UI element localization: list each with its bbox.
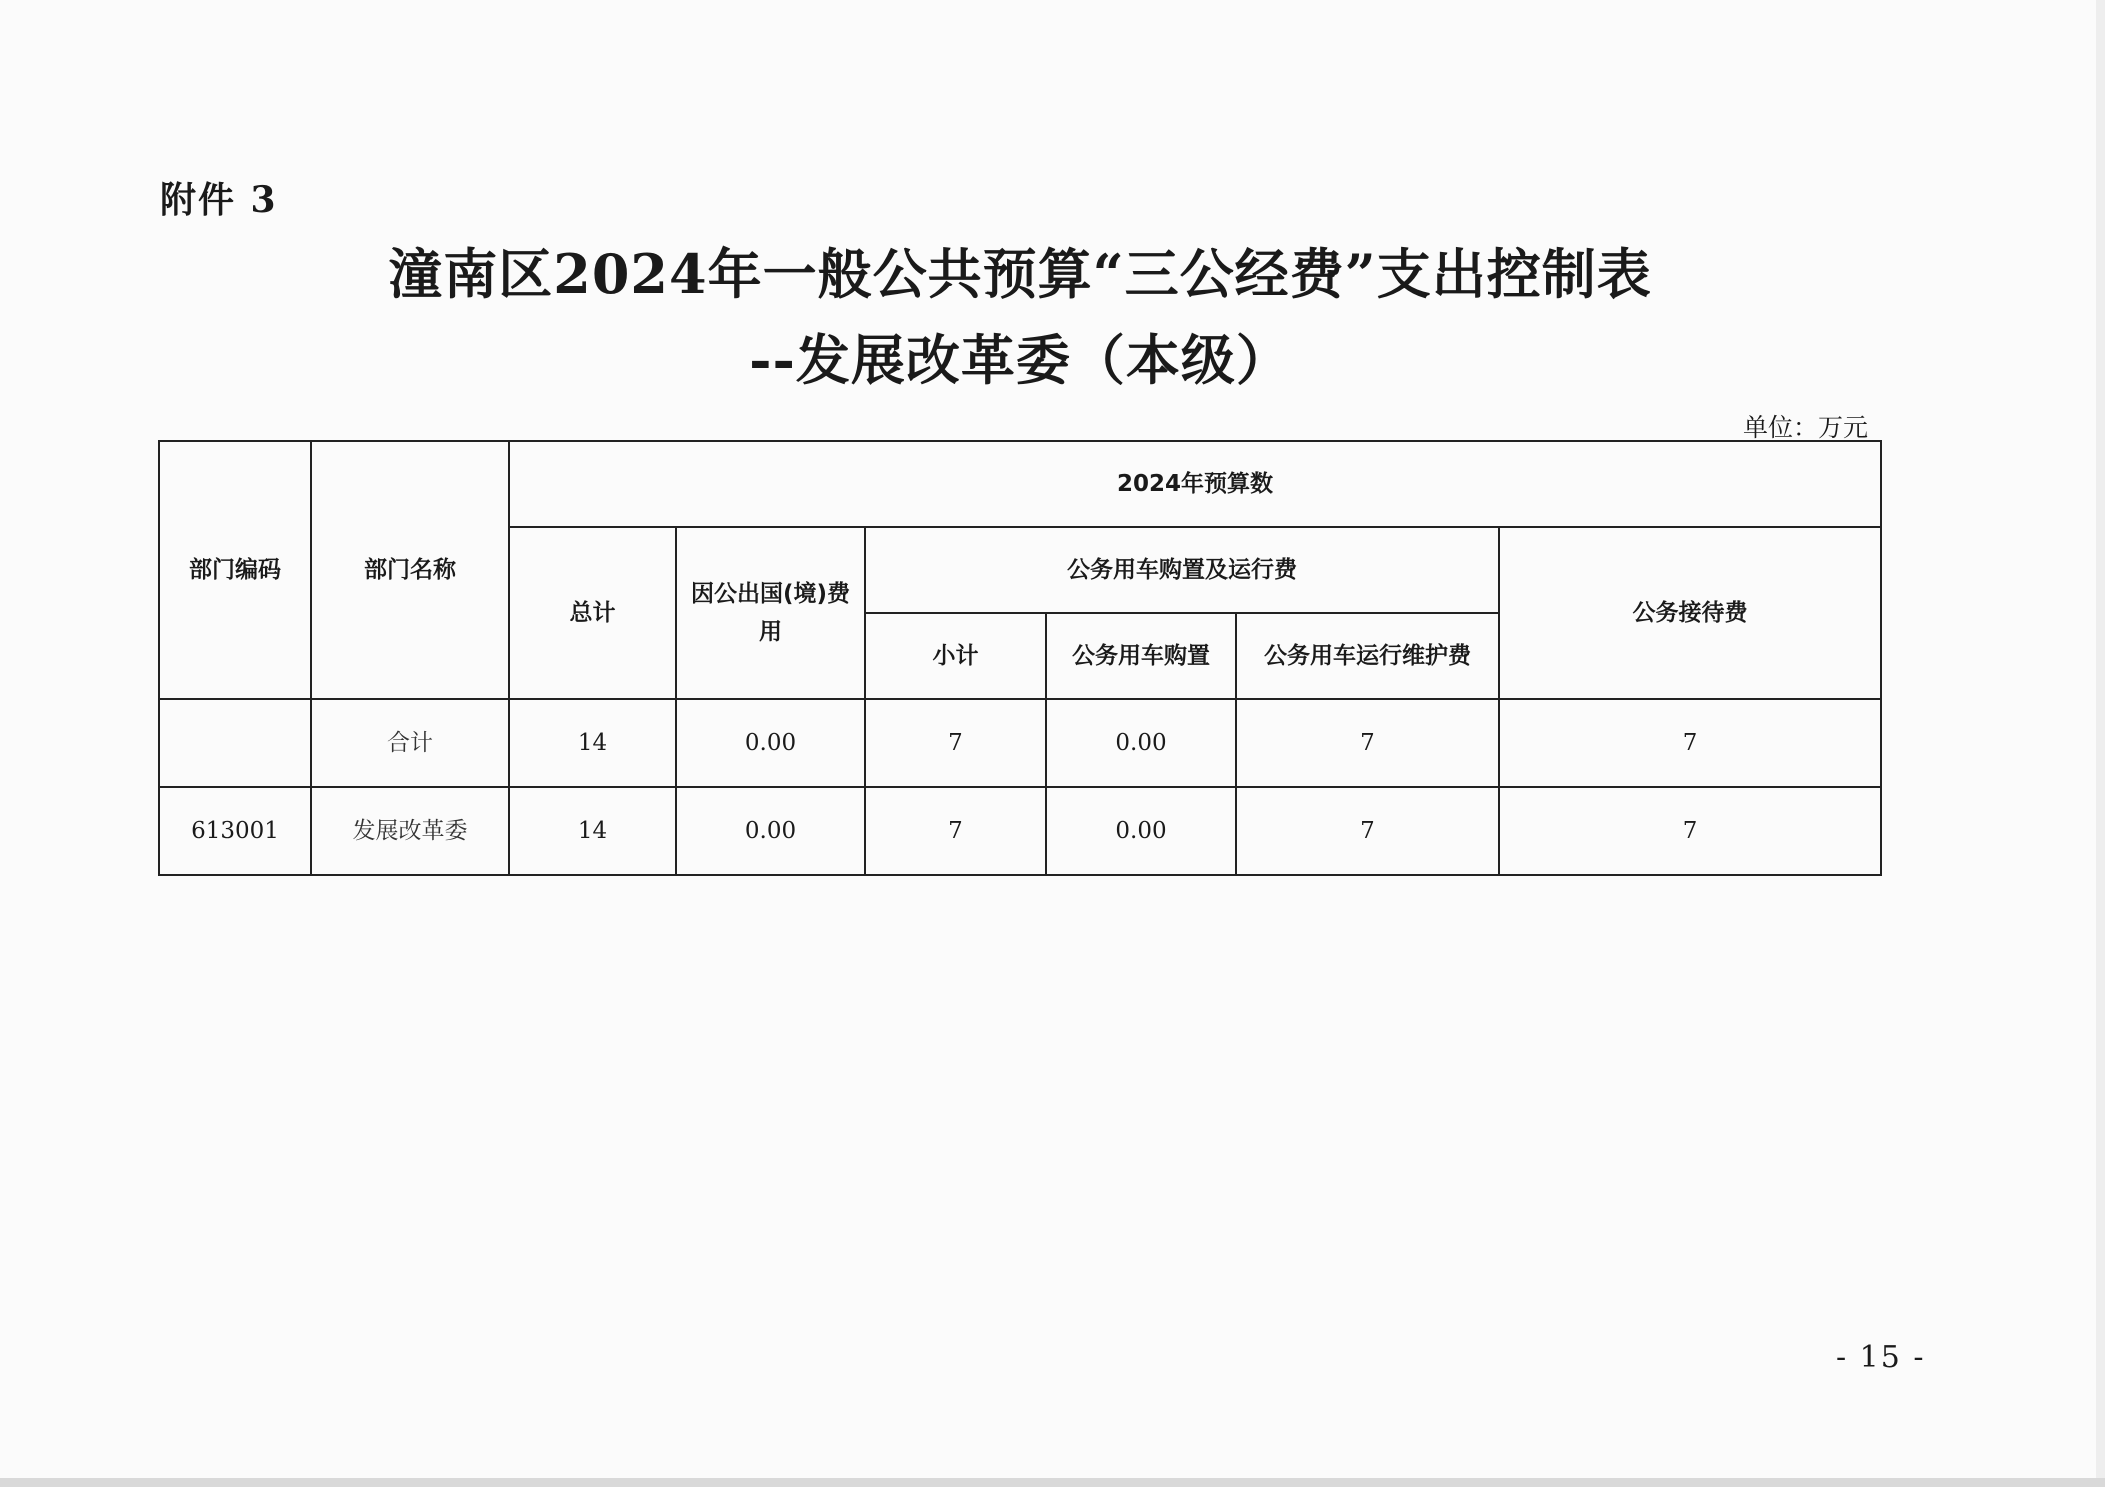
header-total: 总计	[509, 527, 676, 699]
header-dept-code: 部门编码	[159, 441, 311, 699]
cell-reception: 7	[1499, 699, 1881, 787]
cell-total: 14	[509, 787, 676, 875]
cell-subtotal: 7	[865, 787, 1046, 875]
cell-dept-name: 发展改革委	[311, 787, 509, 875]
cell-vehicle-operation: 7	[1236, 787, 1499, 875]
header-vehicle-operation: 公务用车运行维护费	[1236, 613, 1499, 699]
header-reception: 公务接待费	[1499, 527, 1881, 699]
cell-dept-code	[159, 699, 311, 787]
cell-reception: 7	[1499, 787, 1881, 875]
attachment-label: 附件 3	[160, 179, 278, 221]
cell-dept-name: 合计	[311, 699, 509, 787]
header-dept-name: 部门名称	[311, 441, 509, 699]
page-edge-right	[2096, 0, 2105, 1487]
header-budget-group: 2024年预算数	[509, 441, 1881, 527]
page-number: - 15 -	[1836, 1340, 1926, 1375]
cell-vehicle-purchase: 0.00	[1046, 699, 1236, 787]
header-abroad: 因公出国(境)费用	[676, 527, 865, 699]
header-vehicle-purchase: 公务用车购置	[1046, 613, 1236, 699]
cell-dept-code: 613001	[159, 787, 311, 875]
cell-subtotal: 7	[865, 699, 1046, 787]
page-edge-bottom	[0, 1478, 2105, 1487]
budget-table	[158, 440, 1882, 876]
cell-abroad: 0.00	[676, 787, 865, 875]
cell-vehicle-operation: 7	[1236, 699, 1499, 787]
header-subtotal: 小计	[865, 613, 1046, 699]
table-row	[159, 787, 1881, 875]
header-vehicle-group: 公务用车购置及运行费	[865, 527, 1499, 613]
cell-total: 14	[509, 699, 676, 787]
unit-label: 单位：万元	[1742, 413, 1868, 442]
cell-vehicle-purchase: 0.00	[1046, 787, 1236, 875]
header-row-1	[159, 441, 1881, 527]
document-subtitle: --发展改革委（本级）	[749, 328, 1291, 392]
cell-abroad: 0.00	[676, 699, 865, 787]
table-row	[159, 699, 1881, 787]
document-title: 潼南区2024年一般公共预算“三公经费”支出控制表	[388, 242, 1652, 306]
